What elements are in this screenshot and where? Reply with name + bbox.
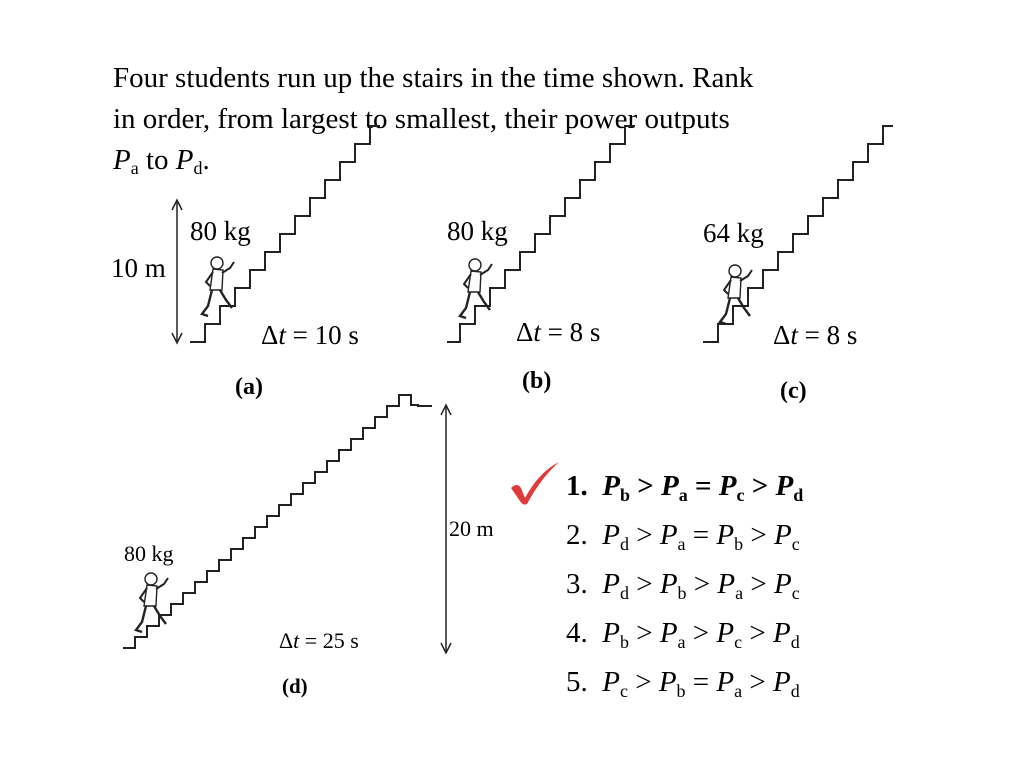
answer-option-5[interactable]: 5. $P_c > P_b = P_a > P_d$ bbox=[566, 666, 800, 701]
mass-label-d: 80 kg bbox=[124, 541, 174, 566]
height-label-d: 20 m bbox=[449, 516, 494, 541]
time-label-c: Δt = 8 s bbox=[773, 320, 858, 350]
time-label-b: Δt = 8 s bbox=[516, 317, 601, 347]
height-label-a: 10 m bbox=[111, 253, 166, 283]
question-line-3: $P_a$ to $P_d$. bbox=[113, 144, 210, 178]
caption-d: (d) bbox=[282, 674, 308, 698]
answer-option-3[interactable]: 3. $P_d > P_b > P_a > P_c$ bbox=[566, 568, 800, 603]
question-line-2: in order, from largest to smallest, their power outputs bbox=[113, 103, 730, 135]
mass-label-b: 80 kg bbox=[447, 216, 508, 246]
stairs-d bbox=[123, 395, 432, 648]
mass-label-c: 64 kg bbox=[703, 218, 764, 248]
runner-a bbox=[202, 257, 234, 316]
answer-option-1[interactable]: 1. $P_b > P_a = P_c > P_d$ bbox=[566, 470, 804, 505]
answer-list[interactable] bbox=[566, 462, 803, 707]
mass-label-a: 80 kg bbox=[190, 216, 251, 246]
time-label-d: Δt = 25 s bbox=[279, 628, 359, 653]
caption-a: (a) bbox=[235, 374, 263, 400]
answer-option-2[interactable]: 2. $P_d > P_a = P_b > P_c$ bbox=[566, 519, 800, 554]
runner-d bbox=[136, 573, 168, 632]
figure-d bbox=[123, 395, 451, 653]
time-label-a: Δt = 10 s bbox=[261, 320, 359, 350]
caption-c: (c) bbox=[780, 378, 807, 404]
checkmark-icon bbox=[505, 458, 563, 506]
caption-b: (b) bbox=[522, 368, 552, 394]
answer-option-4[interactable]: 4. $P_b > P_a > P_c > P_d$ bbox=[566, 617, 800, 652]
question-line-1: Four students run up the stairs in the time shown. Rank bbox=[113, 62, 754, 94]
